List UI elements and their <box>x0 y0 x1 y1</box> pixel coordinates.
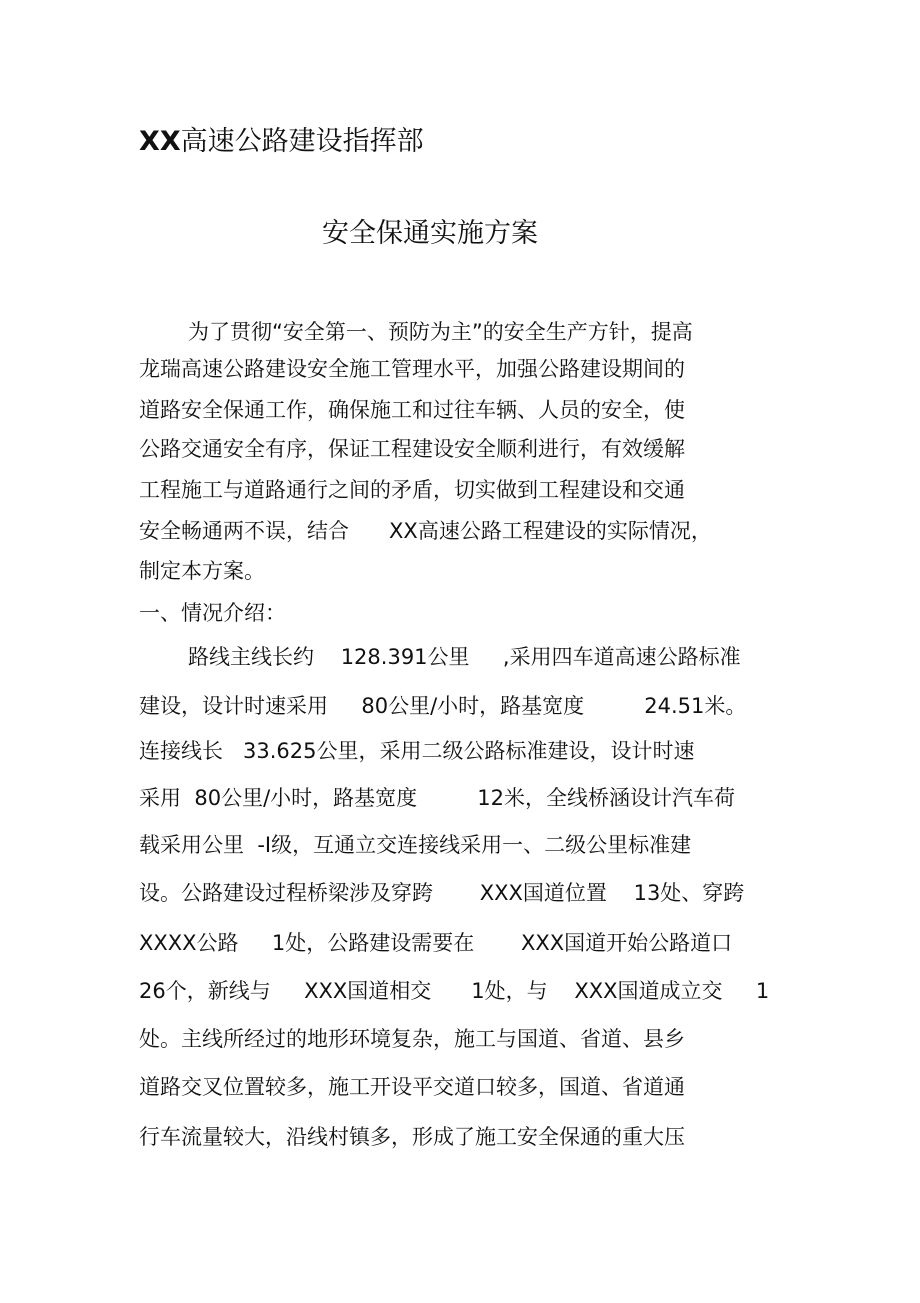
body-line: 连接线长 33.625公里，采用二级公路标准建设，设计时速 <box>139 739 695 763</box>
org-name: 高速公路建设指挥部 <box>180 126 424 157</box>
body-line: 载采用公里 -Ⅰ级，互通立交连接线采用一、二级公里标准建 <box>139 833 692 857</box>
section-heading: 一、情况介绍： <box>139 601 286 625</box>
intro-line: 安全畅通两不误，结合 XX高速公路工程建设的实际情况， <box>139 519 712 543</box>
body-line: 道路交叉位置较多，施工开设平交道口较多，国道、省道通 <box>139 1075 685 1099</box>
document-title: 安全保通实施方案 <box>322 218 538 249</box>
org-title <box>139 124 424 160</box>
body-line: 路线主线长约 128.391公里 ,采用四车道高速公路标准 <box>188 645 741 669</box>
intro-line: 制定本方案。 <box>139 559 265 583</box>
body-line: 采用 80公里/小时，路基宽度 12米，全线桥涵设计汽车荷 <box>139 786 735 810</box>
body-line: XXXX公路 1处，公路建设需要在 XXX国道开始公路道口 <box>139 931 733 955</box>
intro-line: 龙瑞高速公路建设安全施工管理水平，加强公路建设期间的 <box>139 357 685 381</box>
org-prefix: XX <box>139 126 181 157</box>
body-line: 建设，设计时速采用 80公里/小时，路基宽度 24.51米。 <box>139 694 747 718</box>
body-line: 26个，新线与 XXX国道相交 1处，与 XXX国道成立交 1 <box>139 979 770 1003</box>
intro-line: 工程施工与道路通行之间的矛盾，切实做到工程建设和交通 <box>139 478 685 502</box>
body-line: 行车流量较大，沿线村镇多，形成了施工安全保通的重大压 <box>139 1125 685 1149</box>
intro-line: 道路安全保通工作，确保施工和过往车辆、人员的安全，使 <box>139 398 685 422</box>
intro-line: 公路交通安全有序，保证工程建设安全顺利进行，有效缓解 <box>139 437 685 461</box>
body-line: 处。主线所经过的地形环境复杂，施工与国道、省道、县乡 <box>139 1027 685 1051</box>
intro-line: 为了贯彻“安全第一、预防为主”的安全生产方针，提高 <box>188 320 693 344</box>
body-line: 设。公路建设过程桥梁涉及穿跨 XXX国道位置 13处、穿跨 <box>139 881 745 905</box>
